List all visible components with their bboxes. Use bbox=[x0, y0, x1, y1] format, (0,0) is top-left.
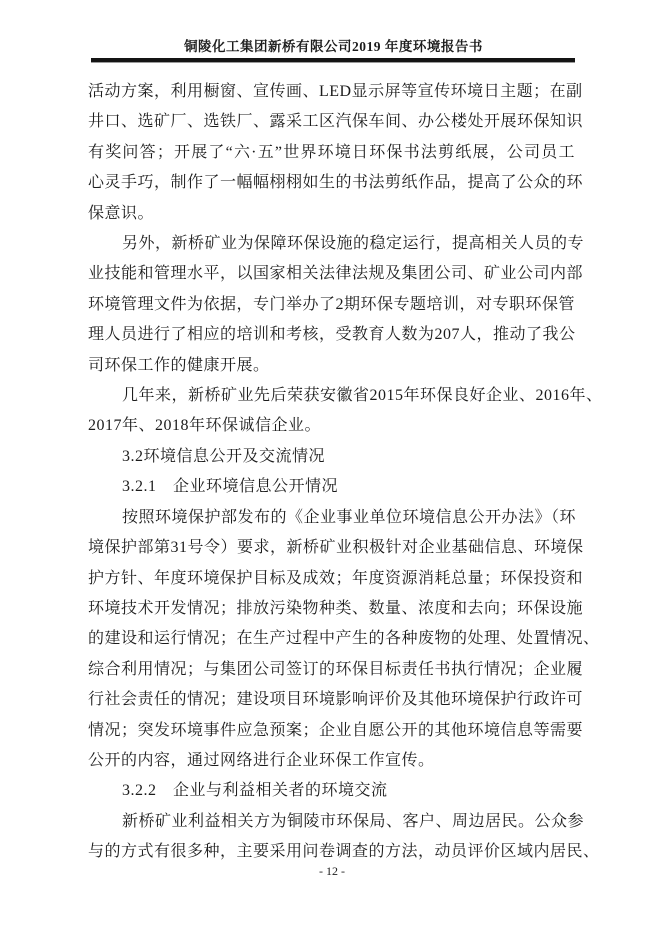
text-line: 护方针、年度环境保护目标及成效；年度资源消耗总量；环保投资和 bbox=[88, 569, 584, 587]
text-line: 另外，新桥矿业为保障环保设施的稳定运行，提高相关人员的专 bbox=[122, 235, 585, 253]
section-heading: 3.2.1 企业环境信息公开情况 bbox=[122, 478, 339, 496]
text-line: 公开的内容，通过网络进行企业环保工作宣传。 bbox=[88, 751, 435, 769]
text-line: 环境管理文件为依据，专门举办了2期环保专题培训，对专职环保管 bbox=[88, 295, 576, 313]
text-line: 与的方式有很多种，主要采用问卷调查的方法，动员评价区域内居民、 bbox=[88, 843, 600, 861]
text-line: 的建设和运行情况；在生产过程中产生的各种废物的处理、处置情况、 bbox=[88, 630, 600, 648]
text-line: 情况；突发环境事件应急预案；企业自愿公开的其他环境信息等需要 bbox=[88, 721, 584, 739]
text-line: 保意识。 bbox=[88, 204, 155, 222]
text-line: 有奖问答；开展了“六·五”世界环境日环保书法剪纸展，公司员工 bbox=[88, 143, 575, 161]
text-line: 活动方案，利用橱窗、宣传画、LED显示屏等宣传环境日主题；在副 bbox=[88, 83, 583, 100]
text-line: 行社会责任的情况；建设项目环境影响评价及其他环境保护行政许可 bbox=[88, 691, 584, 709]
page-header-title: 铜陵化工集团新桥有限公司2019 年度环境报告书 bbox=[184, 39, 483, 54]
section-heading: 3.2.2 企业与利益相关者的环境交流 bbox=[122, 782, 388, 800]
header-rule bbox=[91, 58, 575, 63]
text-line: 几年来，新桥矿业先后荣获安徽省2015年环保良好企业、2016年、 bbox=[122, 387, 603, 405]
text-line: 业技能和管理水平，以国家相关法律法规及集团公司、矿业公司内部 bbox=[88, 265, 584, 283]
text-line: 2017年、2018年环保诚信企业。 bbox=[88, 417, 322, 435]
section-heading: 3.2环境信息公开及交流情况 bbox=[122, 447, 326, 465]
text-line: 按照环境保护部发布的《企业事业单位环境信息公开办法》（环 bbox=[122, 508, 577, 526]
text-line: 综合利用情况；与集团公司签订的环保目标责任书执行情况；企业履 bbox=[88, 660, 584, 678]
text-line: 新桥矿业利益相关方为铜陵市环保局、客户、周边居民。公众参 bbox=[122, 812, 585, 830]
text-line: 环境技术开发情况；排放污染物种类、数量、浓度和去向；环保设施 bbox=[88, 599, 584, 617]
text-line: 理人员进行了相应的培训和考核，受教育人数为207人，推动了我公 bbox=[88, 326, 576, 344]
page-number: - 12 - bbox=[319, 864, 345, 878]
text-line: 井口、选矿厂、选铁厂、露采工区汽保车间、办公楼处开展环保知识 bbox=[88, 113, 584, 131]
text-line: 境保护部第31号令）要求，新桥矿业积极针对企业基础信息、环境保 bbox=[88, 539, 584, 557]
text-line: 心灵手巧，制作了一幅幅栩栩如生的书法剪纸作品，提高了公众的环 bbox=[88, 174, 584, 192]
document-body bbox=[88, 77, 603, 868]
text-line: 司环保工作的健康开展。 bbox=[88, 356, 270, 374]
